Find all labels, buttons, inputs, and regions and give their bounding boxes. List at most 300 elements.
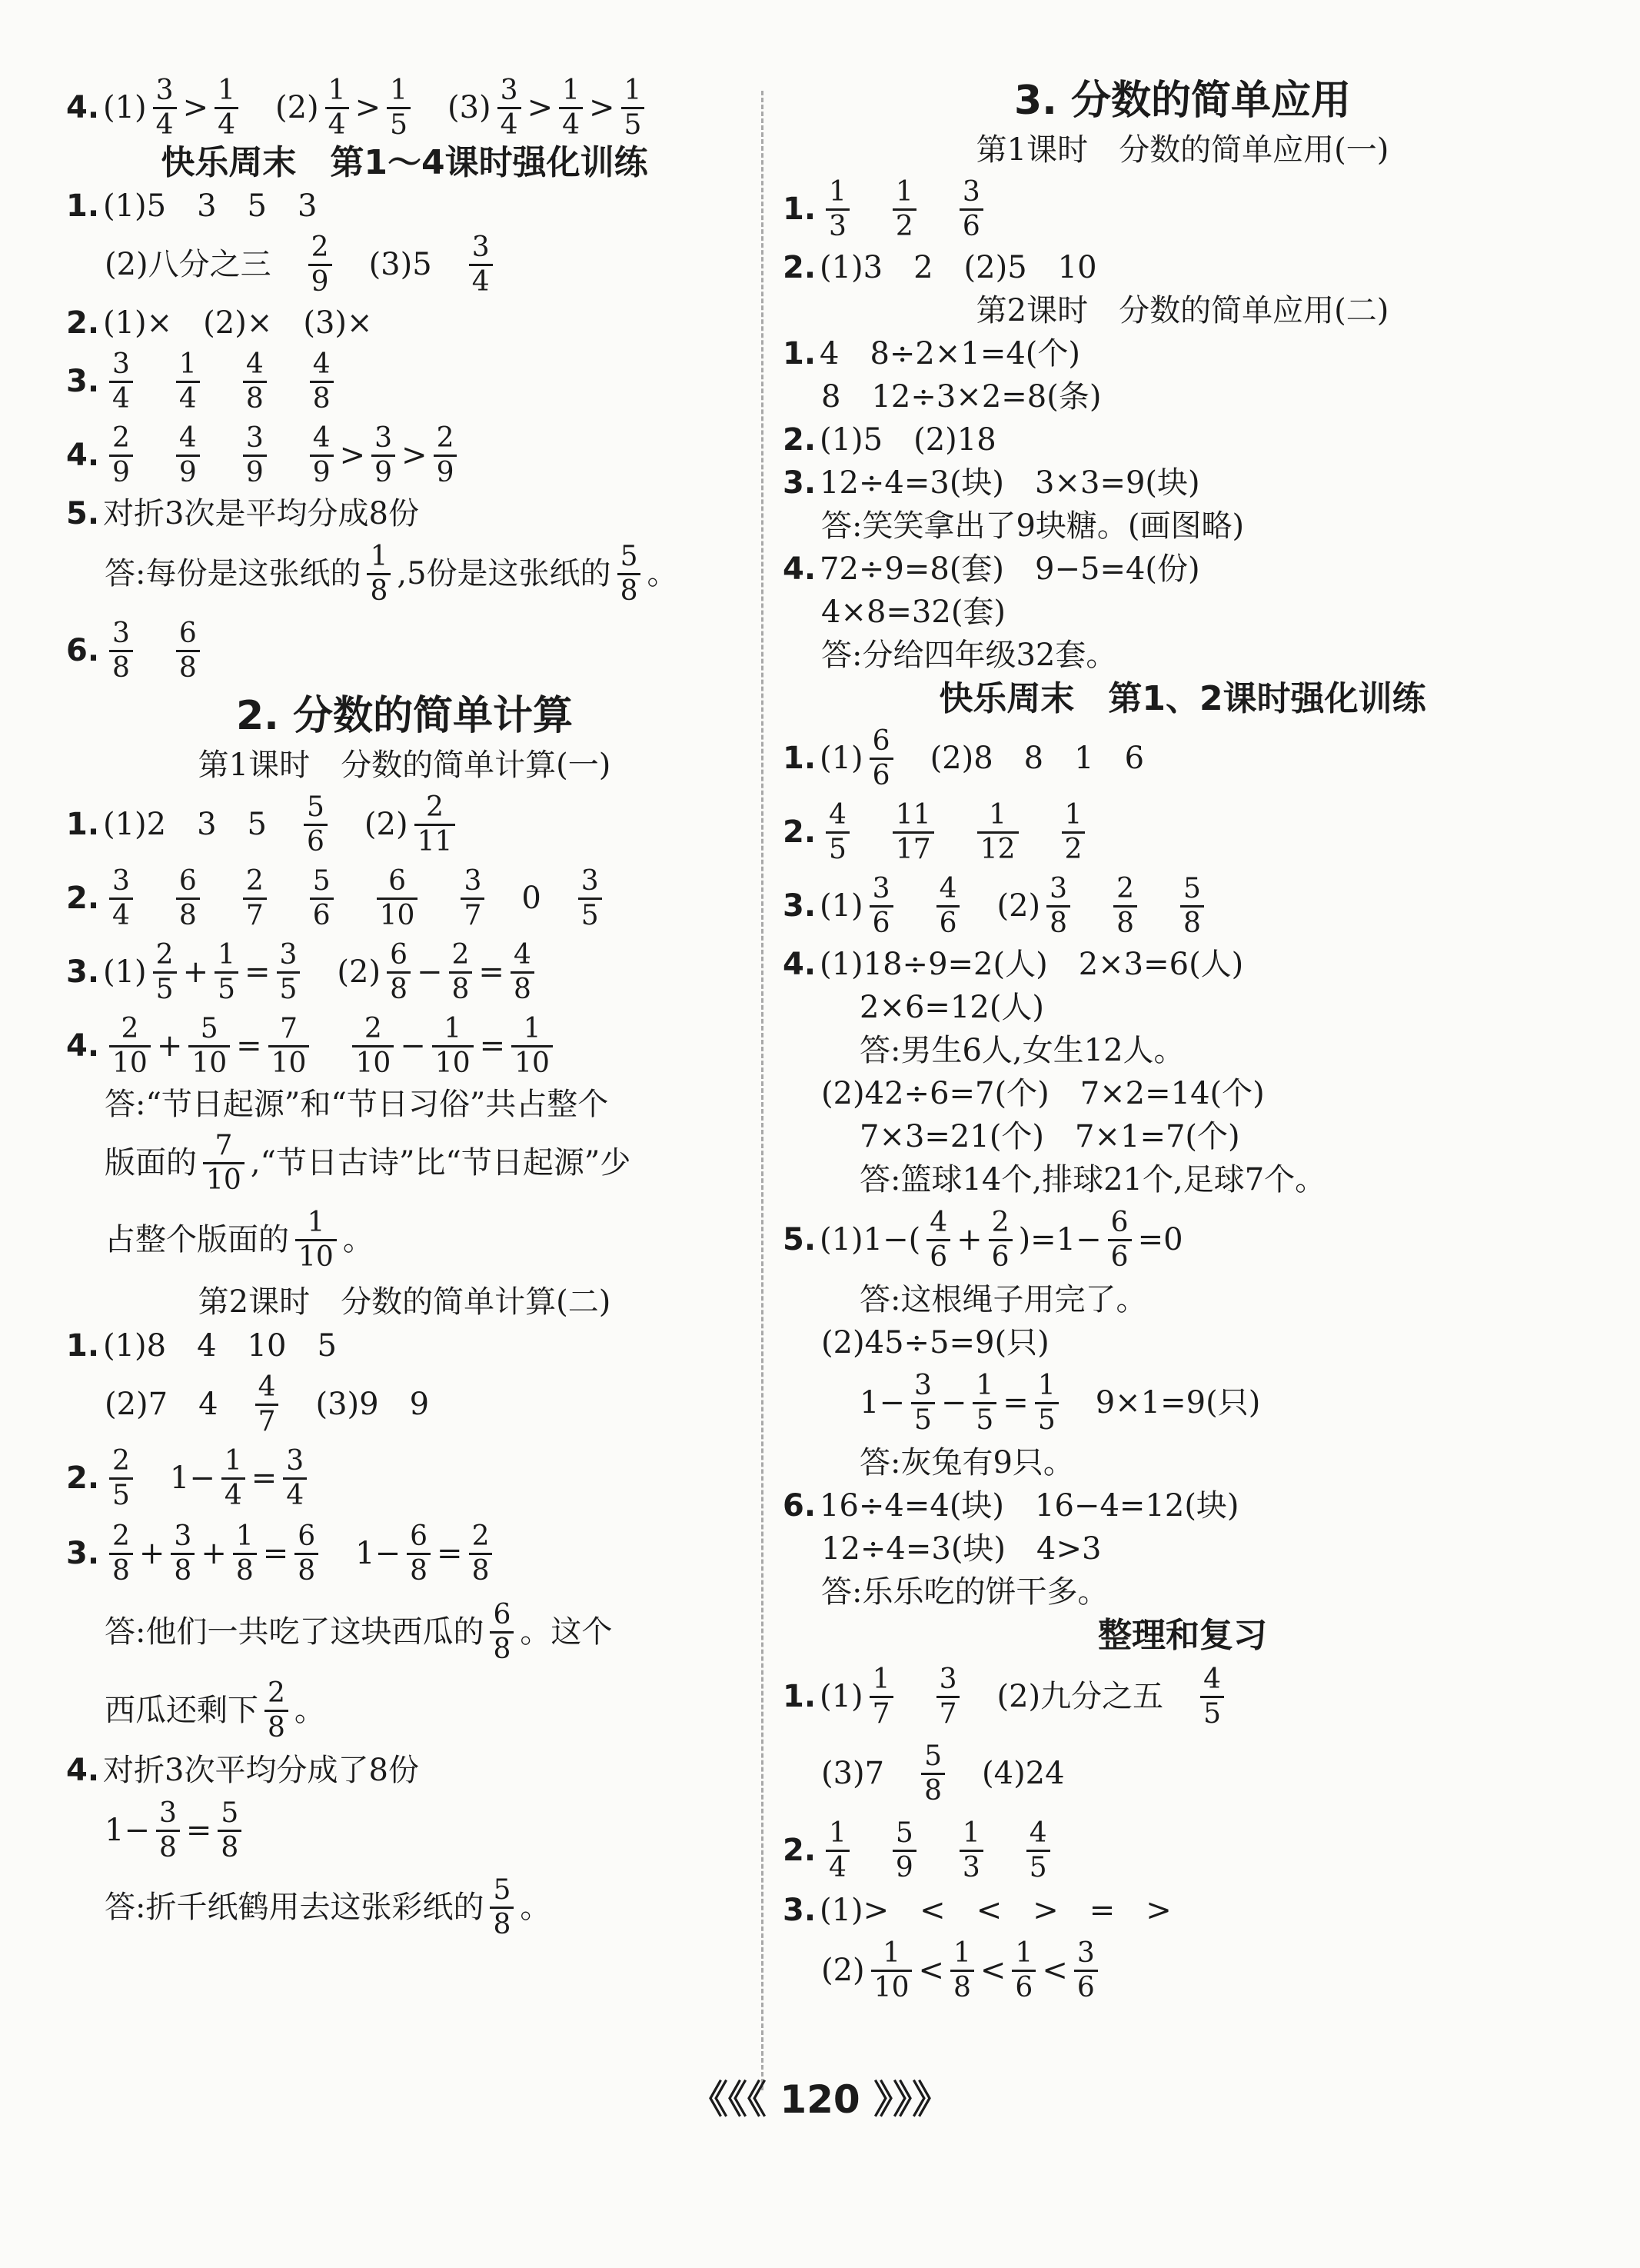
- fraction: [156, 1797, 180, 1863]
- fraction: [973, 1370, 996, 1436]
- question-number: 1.: [783, 741, 817, 776]
- fraction: [377, 865, 418, 931]
- question-number: 3.: [66, 954, 100, 990]
- answer-text: (2)九分之五: [966, 1679, 1195, 1714]
- denominator: 5: [826, 831, 850, 865]
- fraction: [826, 176, 850, 242]
- answer-text: [940, 817, 971, 848]
- answer-text: >: [527, 90, 554, 125]
- numerator: 6: [390, 939, 408, 971]
- fraction: [511, 1013, 553, 1079]
- answer-text: 对折3次是平均分成8份: [103, 496, 419, 531]
- left-column: [66, 74, 743, 1946]
- fraction: [1200, 1664, 1224, 1730]
- question-number: 3.: [66, 1536, 100, 1571]
- numerator: 3: [913, 1370, 932, 1402]
- numerator: 1: [624, 75, 642, 107]
- answer-text: 1−: [324, 1536, 401, 1571]
- denominator: 5: [621, 107, 645, 141]
- denominator: 4: [176, 381, 200, 415]
- denominator: 8: [1180, 905, 1204, 939]
- denominator: 7: [255, 1404, 279, 1437]
- denominator: 8: [233, 1553, 257, 1587]
- answer-line: [66, 1592, 743, 1672]
- fraction: [414, 791, 456, 858]
- question-number: 3.: [783, 465, 817, 501]
- answer-line: [783, 795, 1582, 869]
- question-number: 5.: [783, 1222, 817, 1257]
- fraction: [295, 1207, 337, 1273]
- fraction: [109, 1520, 133, 1587]
- answer-text: +: [156, 1028, 183, 1064]
- answer-line: [66, 185, 743, 228]
- question-number: 4.: [66, 90, 100, 125]
- answer-text: <: [918, 1953, 944, 1988]
- numerator: 6: [178, 865, 197, 898]
- answer-text: (3)9 9: [284, 1387, 430, 1422]
- answer-text: [315, 1031, 346, 1061]
- numerator: 3: [286, 1445, 304, 1477]
- answer-line: [783, 1072, 1582, 1115]
- denominator: 8: [171, 1553, 195, 1587]
- answer-text: (1)8 4 10 5: [103, 1328, 337, 1364]
- denominator: 8: [407, 1553, 431, 1587]
- numerator: 6: [178, 618, 197, 650]
- numerator: 2: [112, 1445, 130, 1477]
- question-number: 4.: [66, 438, 100, 473]
- denominator: 9: [310, 455, 334, 488]
- numerator: 2: [112, 422, 130, 455]
- fraction: [871, 1937, 913, 2003]
- answer-text: [206, 366, 237, 397]
- answer-line: [66, 1749, 743, 1792]
- denominator: 8: [1113, 905, 1137, 939]
- answer-line: [66, 492, 743, 535]
- fraction: [911, 1370, 935, 1436]
- answer-line: [66, 1083, 743, 1126]
- fraction: [936, 1664, 960, 1730]
- question-number: 1.: [783, 191, 817, 227]
- answer-text: 2×6=12(人): [860, 990, 1045, 1025]
- answer-text: 。: [520, 1890, 551, 1925]
- denominator: 9: [434, 455, 457, 488]
- fraction: [268, 1013, 310, 1079]
- fraction: [1062, 799, 1086, 865]
- answer-line: [66, 1367, 743, 1441]
- numerator: 5: [895, 1817, 913, 1850]
- numerator: 5: [924, 1740, 943, 1773]
- answer-text: 4 8÷2×1=4(个): [820, 336, 1081, 371]
- denominator: 4: [109, 381, 133, 415]
- answer-line: [783, 332, 1582, 375]
- numerator: 1: [235, 1520, 254, 1553]
- numerator: 1: [307, 1207, 325, 1239]
- answer-line: [783, 375, 1582, 418]
- denominator: 9: [308, 264, 332, 298]
- answer-line: [783, 1441, 1582, 1484]
- denominator: 5: [911, 1402, 935, 1436]
- denominator: 6: [1074, 1970, 1098, 2003]
- answer-line: [66, 935, 743, 1009]
- answer-text: 答:折千纸鹤用去这张彩纸的: [105, 1890, 484, 1925]
- fraction: [176, 618, 200, 684]
- answer-text: 12÷4=3(块) 4>3: [821, 1531, 1102, 1567]
- answer-line: [66, 1009, 743, 1083]
- section-heading: 第2课时 分数的简单应用(二): [976, 293, 1389, 328]
- numerator: 2: [364, 1013, 382, 1045]
- answer-text: [900, 891, 930, 921]
- answer-text: (1)5 3 5 3: [103, 188, 318, 224]
- denominator: 8: [243, 381, 267, 415]
- denominator: 6: [310, 898, 334, 931]
- fraction: [893, 1817, 916, 1883]
- answer-text: 答:这根绳子用完了。: [860, 1282, 1147, 1317]
- question-number: 1.: [66, 1328, 100, 1364]
- fraction: [218, 1797, 241, 1863]
- answer-line: [783, 1115, 1582, 1158]
- numerator: 4: [312, 422, 331, 455]
- denominator: 3: [826, 208, 850, 242]
- question-number: 2.: [66, 881, 100, 916]
- fraction: [870, 873, 893, 939]
- answer-text: =: [185, 1813, 212, 1848]
- numerator: 6: [388, 865, 406, 898]
- answer-line: [66, 612, 743, 689]
- question-number: 5.: [66, 496, 100, 531]
- numerator: 1: [224, 1445, 242, 1477]
- fraction: [870, 725, 893, 791]
- fraction: [870, 1664, 893, 1730]
- answer-text: (2)八分之三: [105, 247, 302, 282]
- fraction: [826, 799, 850, 865]
- answer-text: (2): [821, 1953, 865, 1988]
- answer-line: [783, 1527, 1582, 1570]
- numerator: 5: [312, 865, 331, 898]
- answer-text: +: [138, 1536, 165, 1571]
- numerator: 1: [895, 176, 913, 208]
- denominator: 10: [352, 1045, 394, 1079]
- question-number: 2.: [66, 1460, 100, 1496]
- answer-text: (1)> < < > = >: [820, 1893, 1172, 1928]
- denominator: 8: [1046, 905, 1070, 939]
- denominator: 8: [218, 1830, 241, 1863]
- denominator: 6: [870, 758, 893, 791]
- numerator: 1: [976, 1370, 994, 1402]
- denominator: 6: [870, 905, 893, 939]
- answer-text: (1): [820, 741, 863, 776]
- answer-line: [783, 1484, 1582, 1527]
- answer-text: 16÷4=4(块) 16−4=12(块): [820, 1488, 1239, 1524]
- numerator: 3: [155, 75, 174, 107]
- answer-line: [66, 1324, 743, 1367]
- numerator: 1: [829, 1817, 847, 1850]
- denominator: 10: [295, 1239, 337, 1273]
- numerator: 1: [872, 1664, 890, 1696]
- fraction: [221, 1445, 245, 1511]
- fraction: [109, 1445, 133, 1511]
- fraction: [277, 939, 301, 1005]
- answer-text: [856, 1835, 887, 1866]
- denominator: 8: [617, 573, 641, 607]
- numerator: 2: [268, 1677, 285, 1710]
- fraction: [497, 75, 521, 141]
- answer-text: (1)18÷9=2(人) 2×3=6(人): [820, 947, 1244, 982]
- answer-line: [783, 505, 1582, 548]
- denominator: 9: [243, 455, 267, 488]
- answer-line: [783, 1889, 1582, 1932]
- answer-text: 9×1=9(只): [1064, 1385, 1261, 1420]
- numerator: 3: [580, 865, 599, 898]
- answer-text: −: [417, 954, 443, 990]
- column-divider: [761, 91, 763, 2090]
- numerator: 5: [200, 1013, 218, 1045]
- numerator: 3: [112, 865, 130, 898]
- numerator: 1: [328, 75, 346, 107]
- fraction: [264, 1677, 288, 1743]
- numerator: 1: [1037, 1370, 1056, 1402]
- question-number: 4.: [66, 1753, 100, 1788]
- numerator: 7: [280, 1013, 298, 1045]
- answer-line: [783, 1932, 1582, 2009]
- denominator: 4: [153, 107, 177, 141]
- answer-text: 西瓜还剩下: [105, 1693, 258, 1728]
- answer-text: 版面的: [105, 1145, 197, 1181]
- numerator: 1: [989, 799, 1007, 831]
- fraction: [960, 176, 983, 242]
- answer-text: [1076, 891, 1107, 921]
- fraction: [434, 422, 457, 488]
- numerator: 2: [245, 865, 264, 898]
- fraction: [989, 1207, 1013, 1273]
- denominator: 8: [176, 650, 200, 684]
- denominator: 4: [283, 1477, 307, 1511]
- answer-text: (3)7: [821, 1756, 916, 1791]
- answer-text: <: [980, 1953, 1006, 1988]
- denominator: 10: [377, 898, 418, 931]
- numerator: 2: [436, 422, 454, 455]
- fraction: [387, 939, 411, 1005]
- answer-text: >: [354, 90, 381, 125]
- answer-text: [139, 883, 170, 914]
- numerator: 2: [1116, 873, 1134, 905]
- numerator: 4: [829, 799, 847, 831]
- denominator: 4: [109, 898, 133, 931]
- fraction: [367, 541, 391, 607]
- fraction: [1074, 1937, 1098, 2003]
- answer-text: (1)5 (2)18: [820, 422, 996, 458]
- denominator: 6: [304, 824, 328, 858]
- numerator: 1: [218, 939, 235, 971]
- numerator: 7: [215, 1130, 233, 1162]
- denominator: 6: [1012, 1970, 1036, 2003]
- answer-line: [783, 1158, 1582, 1201]
- answer-text: (1)2 3 5: [103, 807, 298, 842]
- answer-text: −: [940, 1385, 967, 1420]
- answer-text: 答:篮球14个,排球21个,足球7个。: [860, 1162, 1326, 1197]
- question-number: 4.: [783, 551, 817, 587]
- numerator: 3: [1076, 1937, 1095, 1970]
- fraction: [243, 422, 267, 488]
- section-heading: 快乐周末 第1、2课时强化训练: [939, 679, 1426, 718]
- answer-text: 答:男生6人,女生12人。: [860, 1033, 1185, 1068]
- answer-line: [783, 418, 1582, 461]
- fraction: [176, 348, 200, 415]
- fraction: [310, 422, 334, 488]
- answer-text: [139, 440, 170, 471]
- answer-text: [856, 194, 887, 225]
- denominator: 8: [469, 1553, 493, 1587]
- answer-text: 答:笑笑拿出了9块糖。(画图略): [821, 508, 1245, 544]
- question-number: 3.: [783, 888, 817, 924]
- right-column: [783, 74, 1582, 2009]
- denominator: 8: [950, 1970, 974, 2003]
- denominator: 7: [243, 898, 267, 931]
- answer-text: (1)× (2)× (3)×: [103, 305, 373, 341]
- fraction: [960, 1817, 983, 1883]
- fraction: [950, 1937, 974, 2003]
- numerator: 2: [112, 1520, 130, 1553]
- answer-text: 答:“节日起源”和“节日习俗”共占整个: [105, 1087, 609, 1122]
- answer-text: =: [262, 1536, 289, 1571]
- fraction: [578, 865, 602, 931]
- answer-text: 8 12÷3×2=8(条): [821, 379, 1102, 415]
- answer-text: (1): [103, 90, 147, 125]
- answer-text: [923, 194, 953, 225]
- denominator: 7: [461, 898, 484, 931]
- question-number: 4.: [66, 1028, 100, 1064]
- answer-line: [783, 1735, 1582, 1812]
- answer-line: [783, 1201, 1582, 1278]
- answer-line: [66, 1515, 743, 1592]
- answer-line: [66, 535, 743, 612]
- fraction: [921, 1740, 945, 1807]
- answer-text: 答:他们一共吃了这块西瓜的: [105, 1614, 484, 1650]
- fraction: [352, 1013, 394, 1079]
- denominator: 7: [936, 1696, 960, 1730]
- answer-text: (2): [333, 807, 408, 842]
- answer-text: +: [201, 1536, 227, 1571]
- fraction: [215, 939, 238, 1005]
- fraction: [109, 348, 133, 415]
- denominator: 4: [559, 107, 583, 141]
- fraction: [469, 231, 493, 298]
- answer-text: [1143, 891, 1174, 921]
- fraction: [109, 1013, 151, 1079]
- fraction: [283, 1445, 307, 1511]
- fraction: [617, 541, 641, 607]
- answer-line: [783, 591, 1582, 634]
- answer-text: [273, 366, 304, 397]
- fraction: [469, 1520, 493, 1587]
- answer-line: [783, 869, 1582, 943]
- fraction: [304, 791, 328, 858]
- denominator: 10: [268, 1045, 310, 1079]
- answer-text: 4×8=32(套): [821, 594, 1006, 630]
- denominator: 8: [490, 1907, 514, 1940]
- fraction: [188, 1013, 230, 1079]
- numerator: 1: [523, 1013, 541, 1045]
- fraction: [109, 618, 133, 684]
- denominator: 9: [371, 455, 395, 488]
- question-number: 6.: [66, 633, 100, 668]
- numerator: 3: [500, 75, 518, 107]
- answer-text: [273, 883, 304, 914]
- numerator: 3: [158, 1797, 177, 1830]
- fraction: [371, 422, 395, 488]
- answer-text: (4)24: [951, 1756, 1065, 1791]
- answer-line: [783, 246, 1582, 289]
- answer-text: [273, 440, 304, 471]
- numerator: 1: [953, 1937, 971, 1970]
- denominator: 4: [215, 107, 238, 141]
- fraction: [203, 1130, 245, 1196]
- fraction: [1012, 1937, 1036, 2003]
- answer-line: [783, 1321, 1582, 1364]
- answer-text: =0: [1137, 1222, 1183, 1257]
- denominator: 6: [960, 208, 983, 242]
- numerator: 2: [471, 1520, 490, 1553]
- answer-line: [783, 1570, 1582, 1614]
- answer-text: [856, 817, 887, 848]
- answer-text: <: [1042, 1953, 1068, 1988]
- numerator: 3: [112, 618, 130, 650]
- numerator: 4: [312, 348, 331, 381]
- numerator: 3: [174, 1520, 192, 1553]
- question-number: 2.: [783, 250, 817, 285]
- denominator: 8: [310, 381, 334, 415]
- answer-text: (2)7 4: [105, 1387, 249, 1422]
- answer-text: =: [245, 954, 271, 990]
- answer-line: [66, 1126, 743, 1200]
- denominator: 5: [578, 898, 602, 931]
- answer-text: (3)5: [338, 247, 463, 282]
- answer-line: [783, 986, 1582, 1029]
- numerator: 4: [178, 422, 197, 455]
- answer-text: (2)8 8 1 6: [899, 741, 1145, 776]
- answer-text: 对折3次平均分成了8份: [103, 1753, 419, 1788]
- answer-text: [1025, 817, 1056, 848]
- denominator: 6: [1108, 1239, 1132, 1273]
- numerator: 5: [620, 541, 638, 573]
- denominator: 9: [176, 455, 200, 488]
- answer-text: [923, 1835, 953, 1866]
- answer-text: =: [251, 1460, 278, 1496]
- answer-text: +: [956, 1222, 983, 1257]
- denominator: 5: [387, 107, 411, 141]
- numerator: 4: [930, 1207, 948, 1239]
- denominator: 5: [973, 1402, 996, 1436]
- fraction: [243, 865, 267, 931]
- numerator: 2: [121, 1013, 139, 1045]
- denominator: 4: [826, 1850, 850, 1883]
- denominator: 4: [469, 264, 493, 298]
- denominator: 8: [490, 1631, 514, 1665]
- fraction: [243, 348, 267, 415]
- fraction: [490, 1874, 514, 1940]
- fraction: [387, 75, 411, 141]
- numerator: 4: [939, 873, 957, 905]
- answer-text: (1)1−(: [820, 1222, 921, 1257]
- numerator: 2: [311, 231, 329, 264]
- denominator: 10: [871, 1970, 913, 2003]
- numerator: 1: [962, 1817, 980, 1850]
- answer-line: [783, 1364, 1582, 1441]
- question-number: 1.: [783, 1679, 817, 1714]
- fraction: [1108, 1207, 1132, 1273]
- numerator: 1: [1064, 799, 1083, 831]
- question-number: 1.: [783, 336, 817, 371]
- answer-text: =: [1003, 1385, 1029, 1420]
